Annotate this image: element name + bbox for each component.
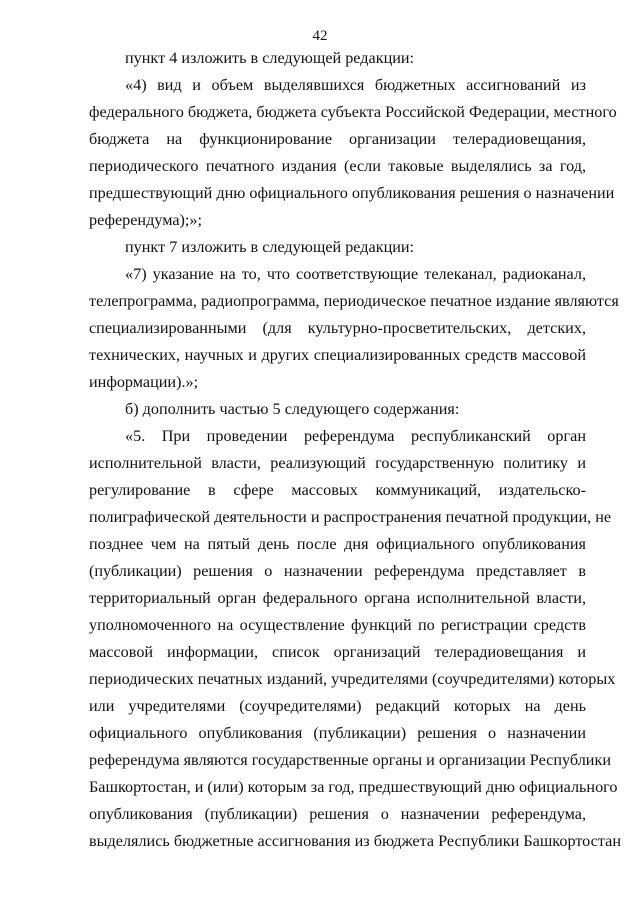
text-line: б) дополнить частью 5 следующего содержания: <box>125 400 460 418</box>
text-line: специализированными (для культурно-просветительских, детских, <box>89 319 586 337</box>
text-line: регулирование в сфере массовых коммуникаций, издательско- <box>89 481 586 499</box>
text-line: референдума);»; <box>89 211 203 229</box>
text-line: технических, научных и других специализированных средств массовой <box>89 346 586 364</box>
text-line: Башкортостан, и (или) которым за год, предшествующий дню официального <box>89 778 618 796</box>
text-line: или учредителями (соучредителями) редакций которых на день <box>89 697 586 715</box>
text-line: «7) указание на то, что соответствующие телеканал, радиоканал, <box>125 265 586 283</box>
text-line: периодических печатных изданий, учредителями (соучредителями) которых <box>89 670 616 688</box>
text-line: полиграфической деятельности и распространения печатной продукции, не <box>89 508 612 526</box>
text-line: периодического печатного издания (если таковые выделялись за год, <box>89 157 586 175</box>
text-line: территориальный орган федерального органа исполнительной власти, <box>89 589 586 607</box>
text-line: официального опубликования (публикации) решения о назначении <box>89 724 586 742</box>
text-line: опубликования (публикации) решения о назначении референдума, <box>89 805 586 823</box>
page-number: 42 <box>312 28 328 44</box>
text-line: исполнительной власти, реализующий государственную политику и <box>89 454 586 472</box>
text-line: бюджета на функционирование организации телерадиовещания, <box>89 130 586 148</box>
text-line: «5. При проведении референдума республиканский орган <box>125 427 586 445</box>
text-line: предшествующий дню официального опубликования решения о назначении <box>89 184 615 202</box>
text-line: федерального бюджета, бюджета субъекта Российской Федерации, местного <box>89 103 617 121</box>
text-line: информации).»; <box>89 373 199 391</box>
text-line: пункт 7 изложить в следующей редакции: <box>125 238 415 256</box>
text-line: пункт 4 изложить в следующей редакции: <box>125 49 415 67</box>
text-line: уполномоченного на осуществление функций по регистрации средств <box>89 616 586 634</box>
text-line: (публикации) решения о назначении референдума представляет в <box>89 562 586 580</box>
text-line: референдума являются государственные органы и организации Республики <box>89 751 611 769</box>
text-line: телепрограмма, радиопрограмма, периодическое печатное издание являются <box>89 292 619 310</box>
text-line: «4) вид и объем выделявшихся бюджетных ассигнований из <box>125 76 586 94</box>
text-line: массовой информации, список организаций телерадиовещания и <box>89 643 586 661</box>
text-line: позднее чем на пятый день после дня официального опубликования <box>89 535 586 553</box>
text-line: выделялись бюджетные ассигнования из бюджета Республики Башкортостан <box>89 832 621 850</box>
